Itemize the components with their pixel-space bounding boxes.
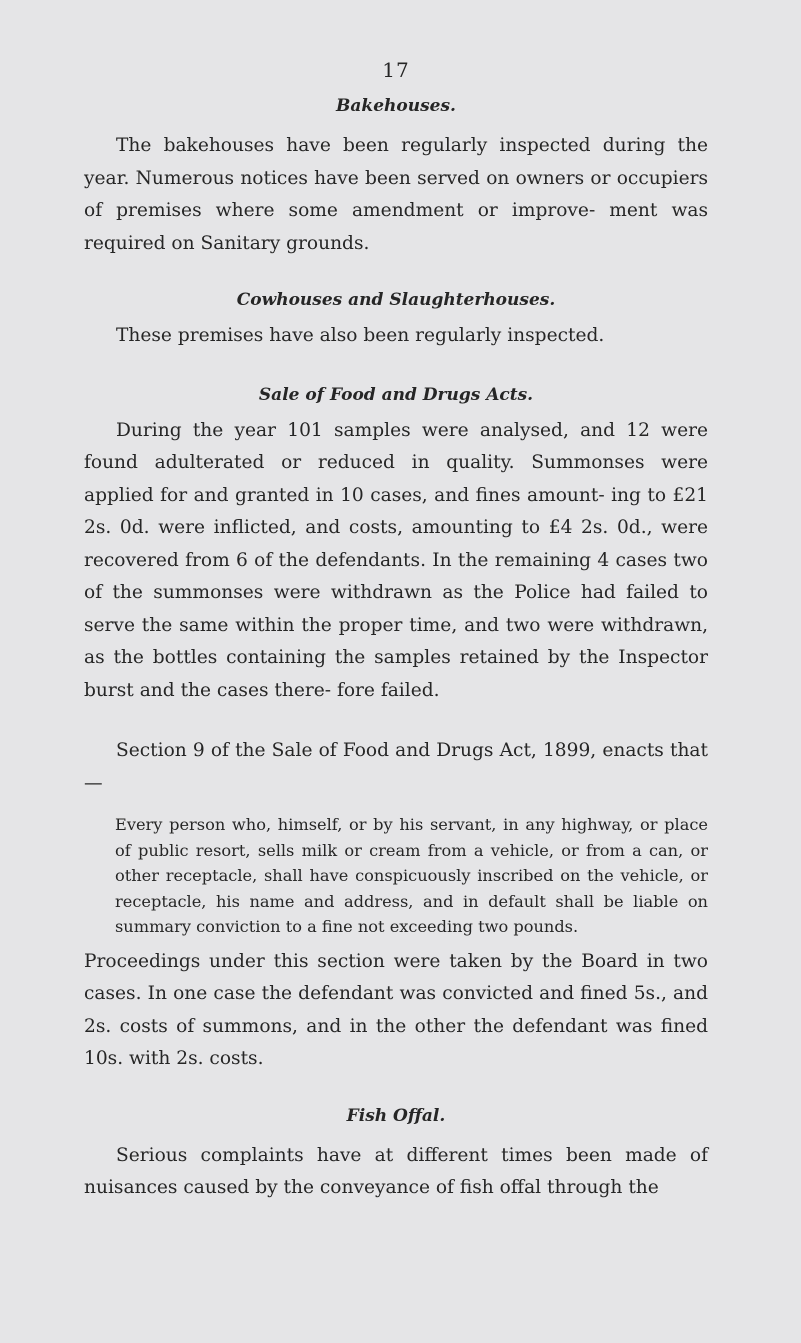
paragraph-samples: During the year 101 samples were analysed, and 12 were found adulterated or reduced in quality. Summonses were applied for and granted in 10 cases, and fines amount- ing to £21 2s. 0d. were inflicted, and costs, amounting to £4 2s. 0d., were recovered from 6 of the defendants. In the remaining 4 cases two of the summonses were withdrawn as the Police had failed to serve the same within the proper time, and two were withdrawn, as the bottles containing the samples retained by the Inspector burst and the cases there- fore failed. (84, 419, 708, 701)
heading-sale-of-food: Sale of Food and Drugs Acts. (258, 384, 534, 405)
paragraph-section-9: Section 9 of the Sale of Food and Drugs Act, 1899, enacts that— (84, 740, 708, 794)
heading-fish-offal: Fish Offal. (346, 1105, 446, 1126)
paragraph-cowhouses: These premises have also been regularly inspected. (116, 325, 605, 346)
quoted-statute: Every person who, himself, or by his servant, in any highway, or place of public resort, sells milk or cream from a vehicle, or from a can, or other receptacle, shall have conspicuously inscribed on the vehicle, or receptacle, his name and address, and in default shall be liable on summary conviction to a fine not exceeding two pounds. (115, 815, 708, 937)
paragraph-proceedings: Proceedings under this section were taken by the Board in two cases. In one case the defendant was convicted and fined 5s., and 2s. costs of summons, and in the other the defendant was fined 10s. with 2s. costs. (84, 950, 708, 1070)
heading-bakehouses: Bakehouses. (336, 96, 456, 116)
paragraph-bakehouses: The bakehouses have been regularly inspected during the year. Numerous notices have been served on owners or occupiers of premises where some amendment or improve- ment was required on Sanitary grounds. (84, 135, 708, 254)
heading-cowhouses: Cowhouses and Slaughterhouses. (236, 290, 556, 310)
page-number: 17 (382, 58, 410, 82)
paragraph-fish-offal: Serious complaints have at different times been made of nuisances caused by the conveyance of fish offal through the (84, 1144, 708, 1199)
